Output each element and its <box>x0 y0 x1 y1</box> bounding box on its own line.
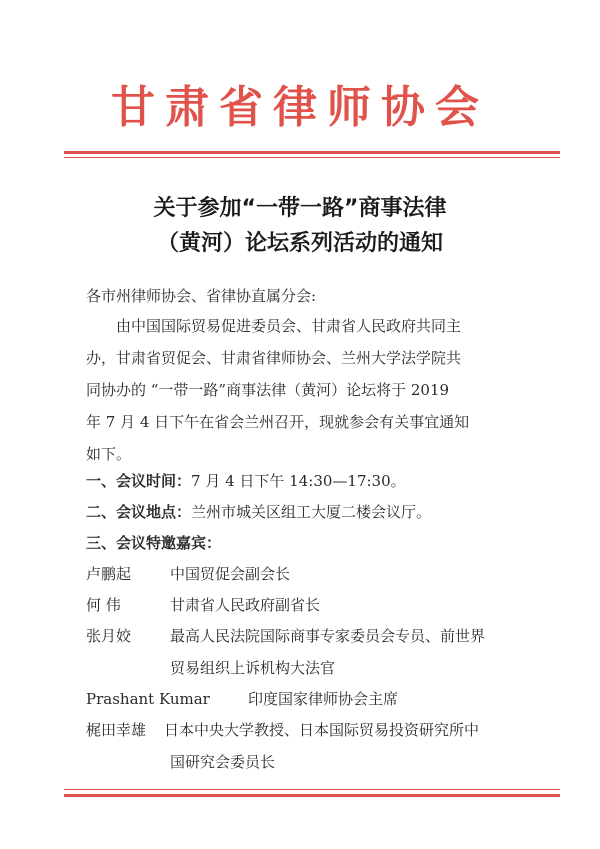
section-label: 三、会议特邀嘉宾： <box>86 534 222 552</box>
guest-name: 张月姣 <box>86 627 132 645</box>
org-header: 甘肃省律师协会 <box>111 82 489 133</box>
footer-rule-thick <box>64 794 560 797</box>
guest-title-cont: 国研究会委员长 <box>170 753 276 771</box>
guest-name: 何 伟 <box>86 596 121 614</box>
section-meeting-time <box>86 474 406 489</box>
salutation: 各市州律师协会、省律协直属分会: <box>86 287 317 305</box>
section-meeting-place <box>86 505 431 520</box>
doc-title-line-2: （黄河）论坛系列活动的通知 <box>156 231 443 256</box>
guest-title: 日本中央大学教授、日本国际贸易投资研究所中 <box>164 721 480 739</box>
body-line: 年 7 月 4 日下午在省会兰州召开，现就参会有关事宜通知 <box>86 413 470 431</box>
header-rule-thin <box>64 157 560 158</box>
body-line: 由中国国际贸易促进委员会、甘肃省人民政府共同主 <box>116 317 462 335</box>
body-line: 同协办的 “一带一路”商事法律（黄河）论坛将于 2019 <box>86 381 450 399</box>
guest-name: 卢鹏起 <box>86 565 132 583</box>
doc-title-line-1: 关于参加“一带一路”商事法律 <box>153 196 447 221</box>
section-label: 一、会议时间： <box>86 472 192 490</box>
guest-title-cont: 贸易组织上诉机构大法官 <box>170 659 336 677</box>
guest-title: 甘肃省人民政府副省长 <box>170 596 321 614</box>
section-special-guests <box>86 536 221 551</box>
body-line: 办，甘肃省贸促会、甘肃省律师协会、兰州大学法学院共 <box>86 349 462 367</box>
body-line: 如下。 <box>86 445 132 463</box>
footer-rule-thin <box>64 789 560 790</box>
guest-title: 印度国家律师协会主席 <box>248 690 399 708</box>
section-label: 二、会议地点： <box>86 503 192 521</box>
guest-title: 中国贸促会副会长 <box>170 565 291 583</box>
section-value: 兰州市城关区组工大厦二楼会议厅。 <box>191 503 432 521</box>
guest-name: Prashant Kumar <box>86 690 210 708</box>
guest-title: 最高人民法院国际商事专家委员会专员、前世界 <box>170 627 486 645</box>
guest-name: 梶田幸雄 <box>86 721 147 739</box>
section-value: 7 月 4 日下午 14:30—17:30。 <box>191 472 406 490</box>
header-rule-thick <box>64 151 560 154</box>
